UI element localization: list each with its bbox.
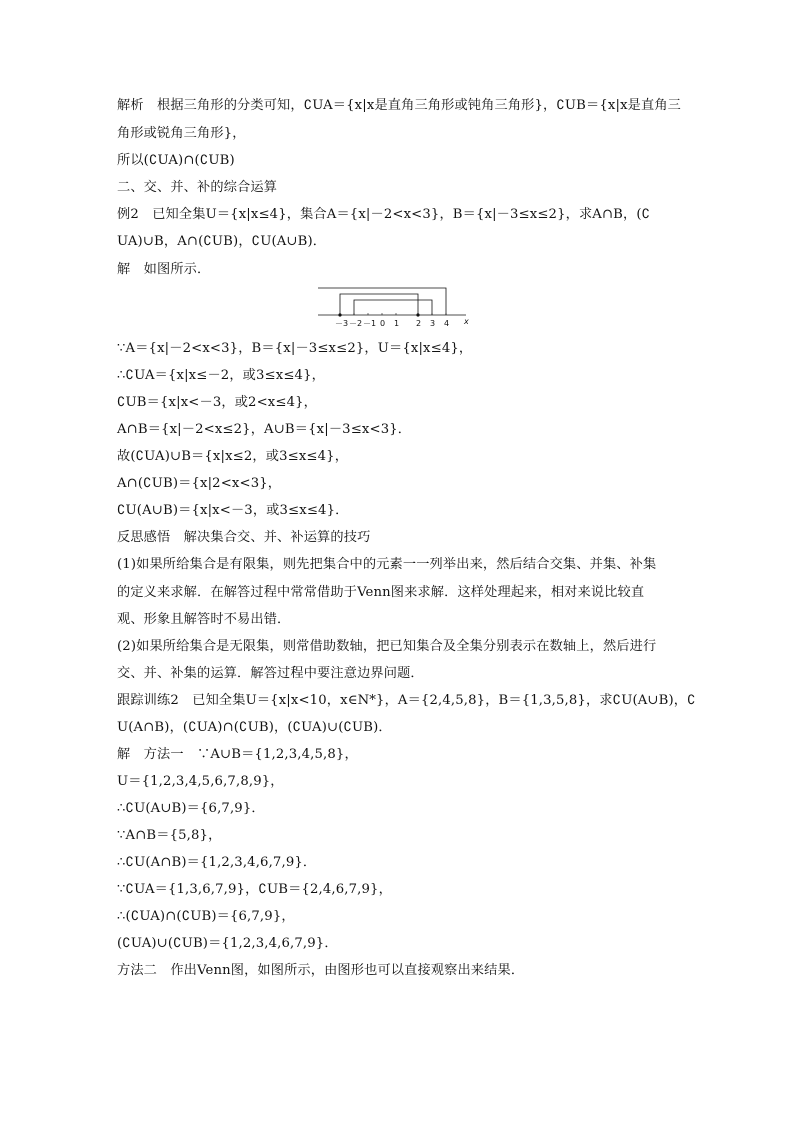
exercise-answer: (∁UA)∪(∁UB)＝{1,2,3,4,6,7,9}． xyxy=(117,936,338,951)
number-line-figure xyxy=(316,286,476,330)
exercise-2-line-2: U(A∩B)，(∁UA)∩(∁UB)，(∁UA)∪(∁UB)． xyxy=(117,720,392,735)
axis-label: x xyxy=(464,317,469,326)
example-2-line-2: UA)∪B，A∩(∁UB)，∁U(A∪B)． xyxy=(117,234,327,249)
point-2 xyxy=(416,313,419,316)
solution-step: ∁U(A∪B)＝{x|x<－3，或3≤x≤4}． xyxy=(117,503,349,518)
solution-step: A∩(∁UB)＝{x|2<x<3}， xyxy=(117,476,282,491)
solution-line-3: 所以(∁UA)∩(∁UB) xyxy=(117,153,235,168)
tick-label: 0 xyxy=(380,319,386,328)
tick-label: 1 xyxy=(394,319,400,328)
reflection-text: 的定义来求解．在解答过程中常常借助于Venn图来求解．这样处理起来，相对来说比较直 xyxy=(117,585,645,600)
solution-step: ∁UB＝{x|x<－3，或2<x≤4}， xyxy=(117,395,317,410)
exercise-answer: 解 方法一 ∵A∪B＝{1,2,3,4,5,8}， xyxy=(117,747,358,762)
reflection-text: 交、并、补集的运算．解答过程中要注意边界问题． xyxy=(117,666,424,681)
exercise-answer: 方法二 作出Venn图，如图所示，由图形也可以直接观察出来结果． xyxy=(117,963,525,978)
reflection-text: (2)如果所给集合是无限集，则常借助数轴，把已知集合及全集分别表示在数轴上，然后进行 xyxy=(117,639,657,654)
tick-label: －3 xyxy=(335,319,349,328)
reflection-text: 观、形象且解答时不易出错． xyxy=(117,612,291,627)
exercise-answer: ∵∁UA＝{1,3,6,7,9}，∁UB＝{2,4,6,7,9}， xyxy=(117,882,392,897)
universe-bracket xyxy=(318,288,446,315)
solution-line-2: 角形或锐角三角形}， xyxy=(117,126,246,141)
solution-step: 故(∁UA)∪B＝{x|x≤2，或3≤x≤4}， xyxy=(117,449,349,464)
tick-label: 2 xyxy=(416,319,422,328)
set-b-bracket xyxy=(340,294,418,315)
reflection-text: (1)如果所给集合是有限集，则先把集合中的元素一一列举出来，然后结合交集、并集、补集 xyxy=(117,557,657,572)
section-heading: 二、交、并、补的综合运算 xyxy=(117,180,278,195)
tick-label: －2 xyxy=(349,319,363,328)
exercise-answer: ∴∁U(A∪B)＝{6,7,9}． xyxy=(117,801,265,816)
reflection-heading: 反思感悟 解决集合交、并、补运算的技巧 xyxy=(117,530,371,545)
exercise-answer: U＝{1,2,3,4,5,6,7,8,9}， xyxy=(117,774,284,789)
point-neg3 xyxy=(338,313,341,316)
example-2-line-1: 例2 已知全集U＝{x|x≤4}，集合A＝{x|－2<x<3}，B＝{x|－3≤x≤2}，求A∩B，(∁ xyxy=(117,207,651,222)
tick-label: －1 xyxy=(363,319,377,328)
tick-label: 4 xyxy=(444,319,450,328)
solution-line-1: 解析 根据三角形的分类可知，∁UA＝{x|x是直角三角形或钝角三角形}，∁UB＝{x|x是直角三 xyxy=(117,98,682,113)
tick-label: 3 xyxy=(430,319,436,328)
exercise-answer: ∵A∩B＝{5,8}， xyxy=(117,828,222,843)
solution-step: A∩B＝{x|－2<x≤2}，A∪B＝{x|－3≤x<3}． xyxy=(117,422,412,437)
exercise-answer: ∴(∁UA)∩(∁UB)＝{6,7,9}， xyxy=(117,909,295,924)
answer-intro: 解 如图所示． xyxy=(117,262,211,277)
exercise-2-line-1: 跟踪训练2 已知全集U＝{x|x<10，x∈N*}，A＝{2,4,5,8}，B＝{1,3,5,8}，求∁U(A∪B)，∁ xyxy=(117,693,696,708)
set-a-bracket xyxy=(354,300,432,315)
solution-step: ∴∁UA＝{x|x≤－2，或3≤x≤4}， xyxy=(117,368,325,383)
exercise-answer: ∴∁U(A∩B)＝{1,2,3,4,6,7,9}． xyxy=(117,855,317,870)
solution-step: ∵A＝{x|－2<x<3}，B＝{x|－3≤x≤2}，U＝{x|x≤4}， xyxy=(117,341,473,356)
